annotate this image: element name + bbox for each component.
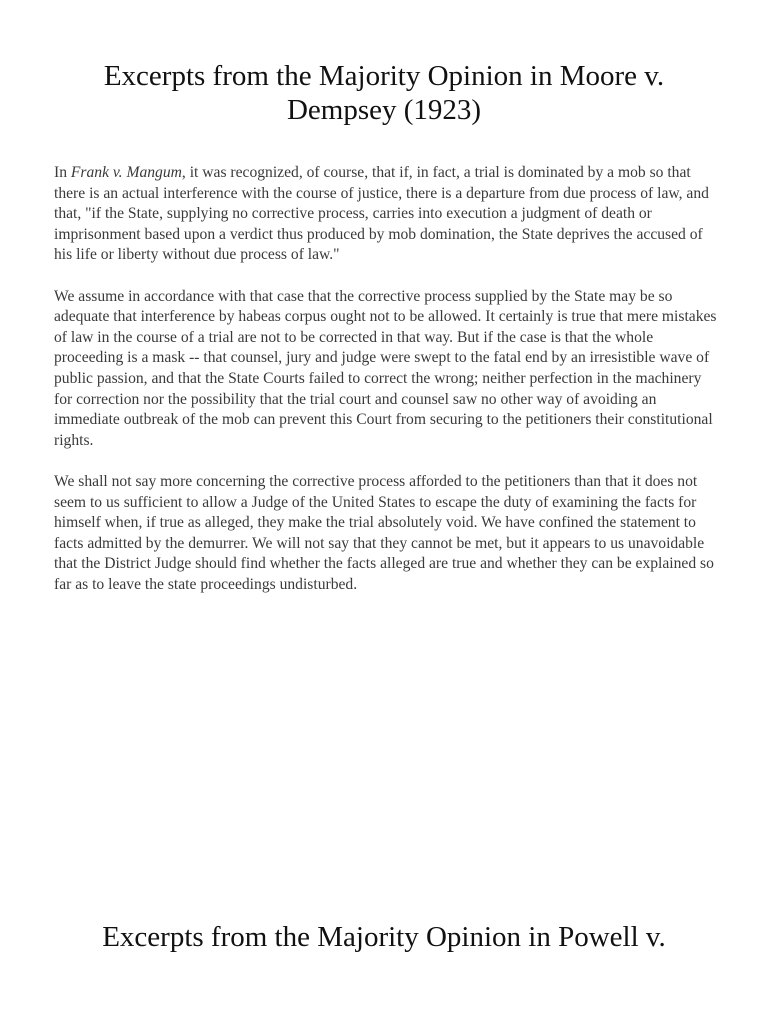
paragraph-1 [54,163,718,266]
paragraph-2: We assume in accordance with that case that the corrective process supplied by the State may be so adequate that interference by habeas corpus ought not to be allowed. It certainly is true that mere mistakes of law in the course of a trial are not to be corrected in that way. But if the case is that the whole proceeding is a mask -- that counsel, jury and judge were swept to the fatal end by an irresistible wave of public passion, and that the State Courts failed to correct the wrong; neither perfection in the machinery for correction nor the possibility that the trial court and counsel saw no other way of avoiding an immediate outbreak of the mob can prevent this Court from securing to the petitioners their constitutional rights. [54,287,717,449]
section-title-moore-v-dempsey: Excerpts from the Majority Opinion in Moore v. Dempsey (1923) [103,60,665,126]
paragraph-1-prefix: In [54,164,71,181]
paragraph-3: We shall not say more concerning the corrective process afforded to the petitioners than that it does not seem to us sufficient to allow a Judge of the United States to escape the duty of examining the facts for himself when, if true as alleged, they make the trial absolutely void. We have confined the statement to facts admitted by the demurrer. We will not say that they cannot be met, but it appears to us unavoidable that the District Judge should find whether the facts alleged are true and whether they can be explained so far as to leave the state proceedings undisturbed. [54,472,714,593]
case-citation-frank-v-mangum: Frank v. Mangum [70,164,182,181]
section-title-powell-v: Excerpts from the Majority Opinion in Powell v. [102,921,666,953]
paragraph-1-text: , it was recognized, of course, that if, in fact, a trial is dominated by a mob so that there is an actual interference with the course of justice, there is a departure from due process of law, and that, "if the State, supplying no corrective process, carries into execution a judgment of death or imprisonment based upon a verdict thus produced by mob domination, the State deprives the accused of his life or liberty without due process of law." [54,164,709,264]
opinion-body [54,163,718,616]
